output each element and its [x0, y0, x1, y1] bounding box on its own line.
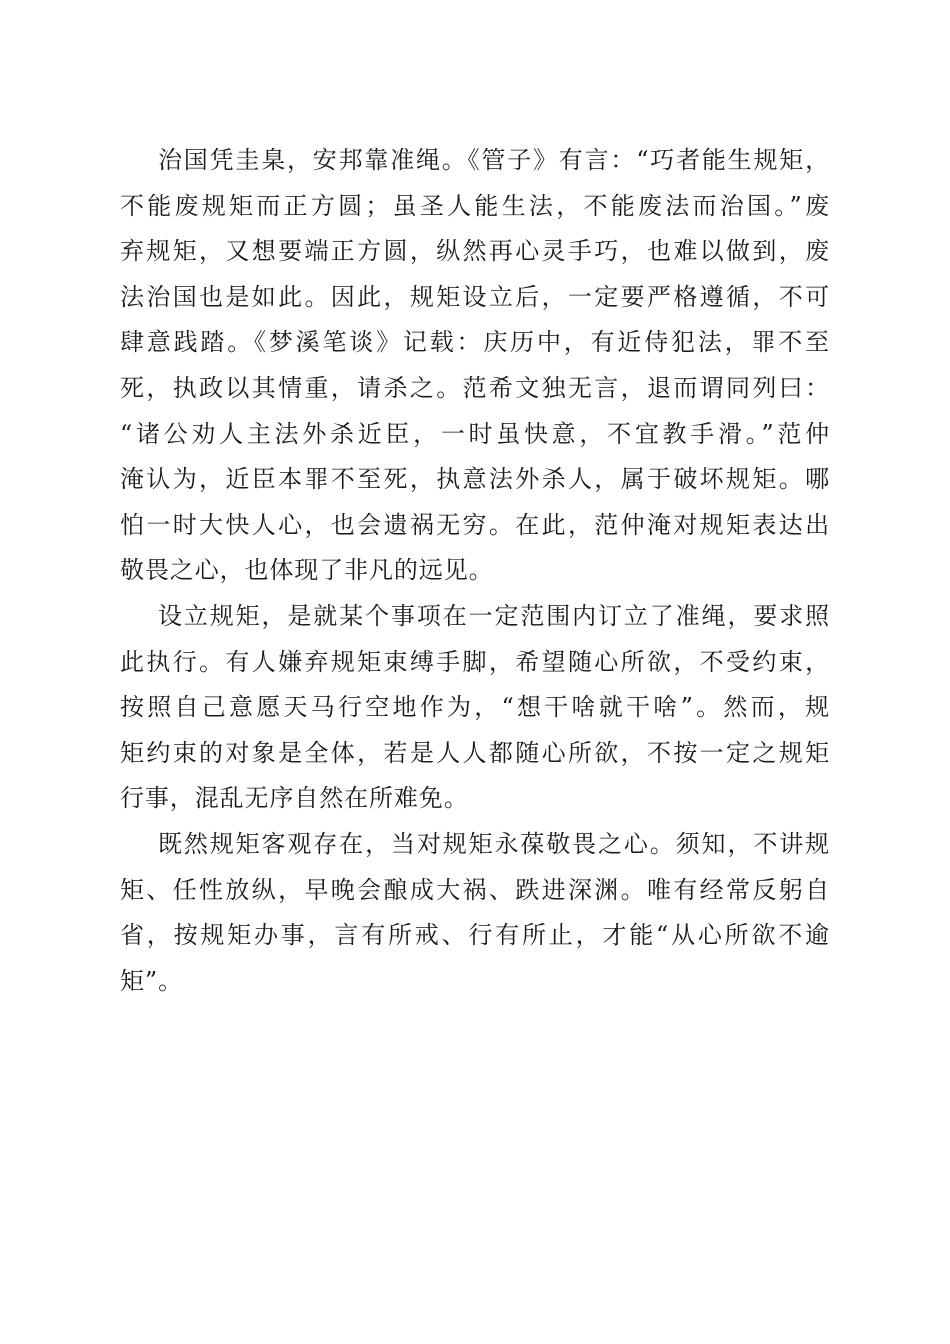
text-line: 法治国也是如此。因此，规矩设立后，一定要严格遵循，不可	[120, 282, 830, 311]
text-line: “诸公劝人主法外杀近臣，一时虽快意，不宜教手滑。”范仲	[120, 419, 830, 448]
text-line: 既然规矩客观存在，当对规矩永葆敬畏之心。须知，不讲规	[158, 829, 830, 858]
text-line: 死，执政以其情重，请杀之。范希文独无言，退而谓同列曰：	[120, 373, 830, 402]
paragraph-1	[120, 138, 830, 594]
text-line: 矩、任性放纵，早晚会酿成大祸、跌进深渊。唯有经常反躬自	[120, 875, 830, 904]
text-line: 按照自己意愿天马行空地作为，“想干啥就干啥”。然而，规	[120, 693, 830, 722]
text-line: 矩”。	[120, 966, 183, 995]
text-line: 省，按规矩办事，言有所戒、行有所止，才能“从心所欲不逾	[120, 921, 830, 950]
text-line: 矩约束的对象是全体，若是人人都随心所欲，不按一定之规矩	[120, 738, 830, 767]
text-line: 不能废规矩而正方圆；虽圣人能生法，不能废法而治国。”废	[120, 191, 830, 220]
text-line: 设立规矩，是就某个事项在一定范围内订立了准绳，要求照	[158, 601, 830, 630]
text-line: 敬畏之心，也体现了非凡的远见。	[120, 556, 494, 585]
text-line: 此执行。有人嫌弃规矩束缚手脚，希望随心所欲，不受约束，	[120, 647, 830, 676]
paragraph-3	[120, 822, 830, 1004]
text-line: 淹认为，近臣本罪不至死，执意法外杀人，属于破坏规矩。哪	[120, 465, 830, 494]
text-line: 肆意践踏。《梦溪笔谈》记载：庆历中，有近侍犯法，罪不至	[120, 328, 830, 357]
text-line: 怕一时大快人心，也会遗祸无穷。在此，范仲淹对规矩表达出	[120, 510, 830, 539]
paragraph-2	[120, 594, 830, 822]
text-line: 弃规矩，又想要端正方圆，纵然再心灵手巧，也难以做到，废	[120, 237, 830, 266]
text-line: 治国凭圭臬，安邦靠准绳。《管子》有言：“巧者能生规矩，	[158, 146, 830, 174]
text-line: 行事，混乱无序自然在所难免。	[120, 784, 469, 813]
article-body	[120, 138, 830, 1004]
